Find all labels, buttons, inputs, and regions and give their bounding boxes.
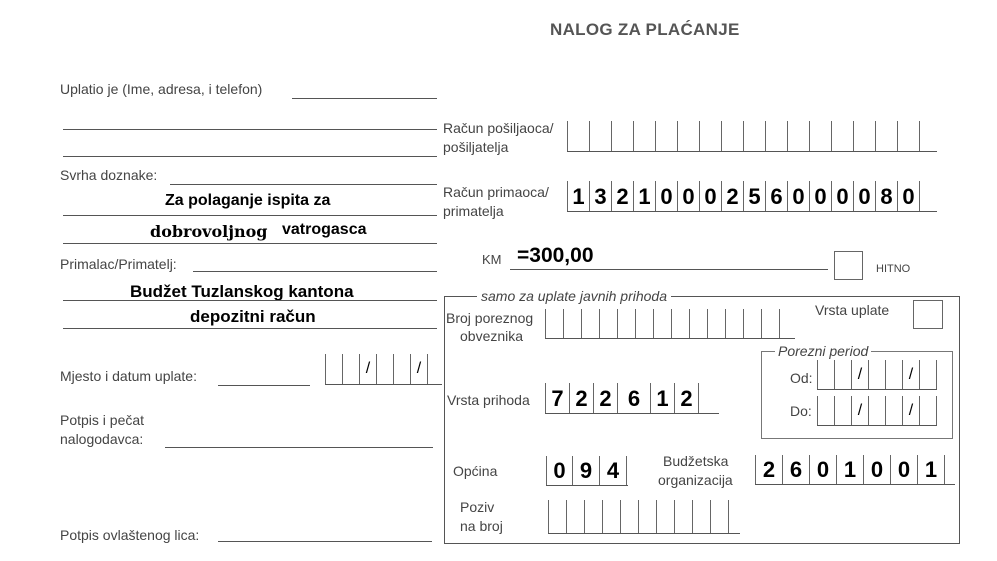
svrha-text-2a: dobrovoljnog	[150, 222, 268, 241]
ovlastenog-line[interactable]	[218, 541, 432, 542]
uplatio-line-2[interactable]	[63, 129, 437, 130]
page-title: NALOG ZA PLAĆANJE	[550, 20, 740, 39]
potpis-line[interactable]	[165, 447, 433, 448]
ovlastenog-label: Potpis ovlaštenog lica:	[60, 527, 200, 543]
vrsta-prihoda-boxes[interactable]	[545, 383, 698, 414]
broj-poreznog-baseline	[545, 338, 795, 339]
vrsta-prihoda-label: Vrsta prihoda	[447, 392, 530, 408]
uplatio-line-3[interactable]	[63, 156, 437, 157]
racun-posiljaoca-label-2: pošiljatelja	[443, 139, 509, 155]
potpis-label-1: Potpis i pečat	[60, 412, 145, 428]
primalac-line-0[interactable]	[193, 271, 437, 272]
javni-prihodi-legend: samo za uplate javnih prihoda	[477, 288, 671, 304]
budzetska-digit: 0	[809, 455, 837, 485]
primalac-text-2: depozitni račun	[190, 307, 316, 326]
vrsta-uplate-box[interactable]	[913, 300, 943, 329]
opcina-digit: 4	[599, 456, 627, 486]
do-baseline	[817, 425, 937, 426]
broj-poreznog-boxes[interactable]	[545, 309, 779, 339]
opcina-digit: 0	[546, 456, 573, 486]
budzetska-digit: 0	[890, 455, 918, 485]
racun-digit: 0	[677, 181, 700, 212]
do-label: Do:	[790, 403, 812, 419]
primalac-text-1: Budžet Tuzlanskog kantona	[130, 282, 354, 301]
svrha-text-1: Za polaganje ispita za	[165, 192, 331, 209]
racun-digit: 2	[611, 181, 634, 212]
uplatio-line[interactable]	[292, 98, 437, 99]
racun-digit: 5	[743, 181, 766, 212]
mjesto-label: Mjesto i datum uplate:	[60, 368, 197, 384]
poziv-label-2: na broj	[460, 518, 503, 534]
racun-primaoca-boxes[interactable]	[567, 181, 919, 212]
datum-boxes[interactable]: / /	[325, 354, 444, 384]
od-label: Od:	[790, 370, 813, 386]
vrsta-prihoda-digit: 6	[617, 383, 651, 414]
amount-value: =300,00	[517, 244, 594, 267]
primalac-line-2[interactable]	[63, 328, 437, 329]
broj-poreznog-label-2: obveznika	[460, 328, 524, 344]
porezni-period-label: Porezni period	[775, 343, 871, 359]
racun-digit: 0	[655, 181, 678, 212]
racun-digit: 0	[809, 181, 832, 212]
budzetska-boxes[interactable]	[755, 455, 944, 485]
racun-posiljaoca-baseline	[567, 151, 937, 152]
amount-line[interactable]	[510, 269, 828, 270]
svrha-line-2[interactable]	[63, 243, 437, 244]
opcina-digit: 9	[572, 456, 600, 486]
opcina-label: Općina	[453, 463, 498, 479]
svrha-label: Svrha doznake:	[60, 167, 158, 183]
primalac-label: Primalac/Primatelj:	[60, 256, 177, 272]
km-label: KM	[482, 252, 502, 267]
racun-digit: 0	[787, 181, 810, 212]
do-date-boxes[interactable]: / /	[817, 396, 936, 426]
opcina-boxes[interactable]	[546, 456, 626, 486]
vrsta-prihoda-digit: 2	[674, 383, 699, 414]
budzetska-baseline	[755, 484, 955, 485]
primalac-line-1[interactable]	[63, 300, 437, 301]
vrsta-prihoda-digit: 2	[593, 383, 618, 414]
vrsta-prihoda-baseline	[545, 413, 719, 414]
vrsta-prihoda-digit: 1	[650, 383, 675, 414]
racun-digit: 8	[875, 181, 898, 212]
racun-digit: 0	[831, 181, 854, 212]
hitno-label: HITNO	[876, 263, 911, 275]
uplatio-label: Uplatio je (Ime, adresa, i telefon)	[60, 81, 263, 97]
budzetska-digit: 1	[836, 455, 864, 485]
racun-primaoca-baseline	[567, 211, 937, 212]
budzetska-label-2: organizacija	[658, 472, 733, 488]
racun-digit: 0	[699, 181, 722, 212]
racun-digit: 6	[765, 181, 788, 212]
budzetska-digit: 2	[755, 455, 783, 485]
broj-poreznog-label-1: Broj poreznog	[446, 310, 534, 326]
vrsta-prihoda-digit: 2	[569, 383, 594, 414]
datum-baseline	[325, 384, 442, 385]
svrha-text-2b: vatrogasca	[282, 221, 367, 238]
od-date-boxes[interactable]: / /	[817, 360, 936, 390]
budzetska-digit: 1	[917, 455, 945, 485]
racun-digit: 0	[853, 181, 876, 212]
vrsta-prihoda-digit: 7	[545, 383, 570, 414]
racun-primaoca-label-2: primatelja	[443, 203, 504, 219]
poziv-label-1: Poziv	[460, 499, 495, 515]
vrsta-uplate-label: Vrsta uplate	[815, 302, 890, 318]
racun-digit: 2	[721, 181, 744, 212]
opcina-baseline	[546, 485, 628, 486]
poziv-baseline	[548, 533, 740, 534]
mjesto-line[interactable]	[218, 385, 310, 386]
svrha-line-1[interactable]	[63, 215, 437, 216]
svrha-line-0[interactable]	[170, 184, 437, 185]
hitno-checkbox[interactable]	[834, 251, 863, 280]
racun-posiljaoca-label-1: Račun pošiljaoca/	[443, 120, 554, 136]
racun-posiljaoca-boxes[interactable]	[567, 121, 919, 152]
budzetska-digit: 0	[863, 455, 891, 485]
racun-digit: 1	[567, 181, 590, 212]
od-baseline	[817, 389, 937, 390]
budzetska-digit: 6	[782, 455, 810, 485]
racun-digit: 3	[589, 181, 612, 212]
potpis-label-2: nalogodavca:	[60, 431, 144, 447]
budzetska-label-1: Budžetska	[663, 453, 729, 469]
poziv-boxes[interactable]	[548, 500, 728, 534]
racun-digit: 0	[897, 181, 920, 212]
racun-digit: 1	[633, 181, 656, 212]
racun-primaoca-label-1: Račun primaoca/	[443, 184, 549, 200]
